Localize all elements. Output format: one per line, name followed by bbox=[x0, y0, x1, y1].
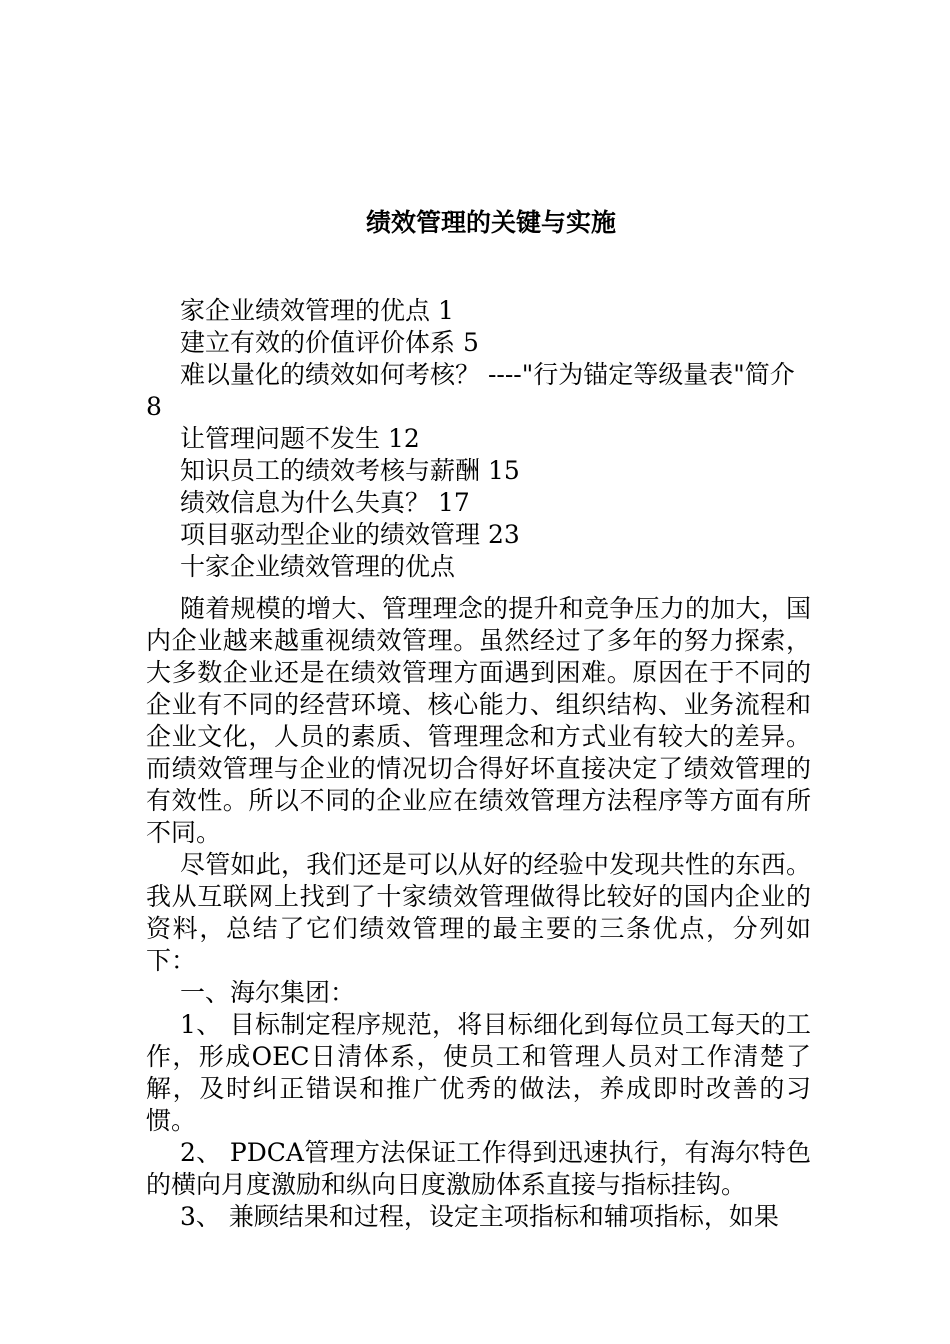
body-paragraph: 随着规模的增大、管理理念的提升和竞争压力的加大，国内企业越来越重视绩效管理。虽然经过了多年的努力探索，大多数企业还是在绩效管理方面遇到困难。原因在于不同的企业有不同的经营环境、核心能力、组织结构、业务流程和企业文化，人员的素质、管理理念和方式业有较大的差异。而绩效管理与企业的情况切合得好坏直接决定了绩效管理的有效性。所以不同的企业应在绩效管理方法程序等方面有所不同。 bbox=[146, 594, 811, 847]
toc-entry: 建立有效的价值评价体系 5 bbox=[180, 328, 479, 357]
section-heading: 一、海尔集团： bbox=[180, 978, 356, 1007]
body-paragraph: 1、 目标制定程序规范，将目标细化到每位员工每天的工作，形成OEC日清体系，使员工和管理人员对工作清楚了解，及时纠正错误和推广优秀的做法，养成即时改善的习惯。 bbox=[146, 1010, 811, 1135]
toc-entry: 家企业绩效管理的优点 1 bbox=[180, 296, 454, 325]
toc-entry: 项目驱动型企业的绩效管理 23 bbox=[180, 520, 520, 549]
toc-entry: 十家企业绩效管理的优点 bbox=[180, 552, 456, 581]
body-paragraph: 3、 兼顾结果和过程，设定主项指标和辅项指标，如果 bbox=[180, 1202, 779, 1231]
document-body bbox=[146, 593, 811, 1233]
toc-entry: 绩效信息为什么失真？ 17 bbox=[180, 488, 470, 517]
document-title: 绩效管理的关键与实施 bbox=[365, 208, 616, 237]
body-paragraph: 2、 PDCA管理方法保证工作得到迅速执行，有海尔特色的横向月度激励和纵向日度激励体系直接与指标挂钩。 bbox=[146, 1138, 811, 1199]
table-of-contents bbox=[146, 295, 811, 583]
toc-entry: 难以量化的绩效如何考核？ ----"行为锚定等级量表"简介 8 bbox=[146, 360, 795, 421]
toc-entry: 让管理问题不发生 12 bbox=[180, 424, 420, 453]
toc-entry: 知识员工的绩效考核与薪酬 15 bbox=[180, 456, 520, 485]
body-paragraph: 尽管如此，我们还是可以从好的经验中发现共性的东西。我从互联网上找到了十家绩效管理做得比较好的国内企业的资料，总结了它们绩效管理的最主要的三条优点，分列如下： bbox=[146, 850, 811, 975]
